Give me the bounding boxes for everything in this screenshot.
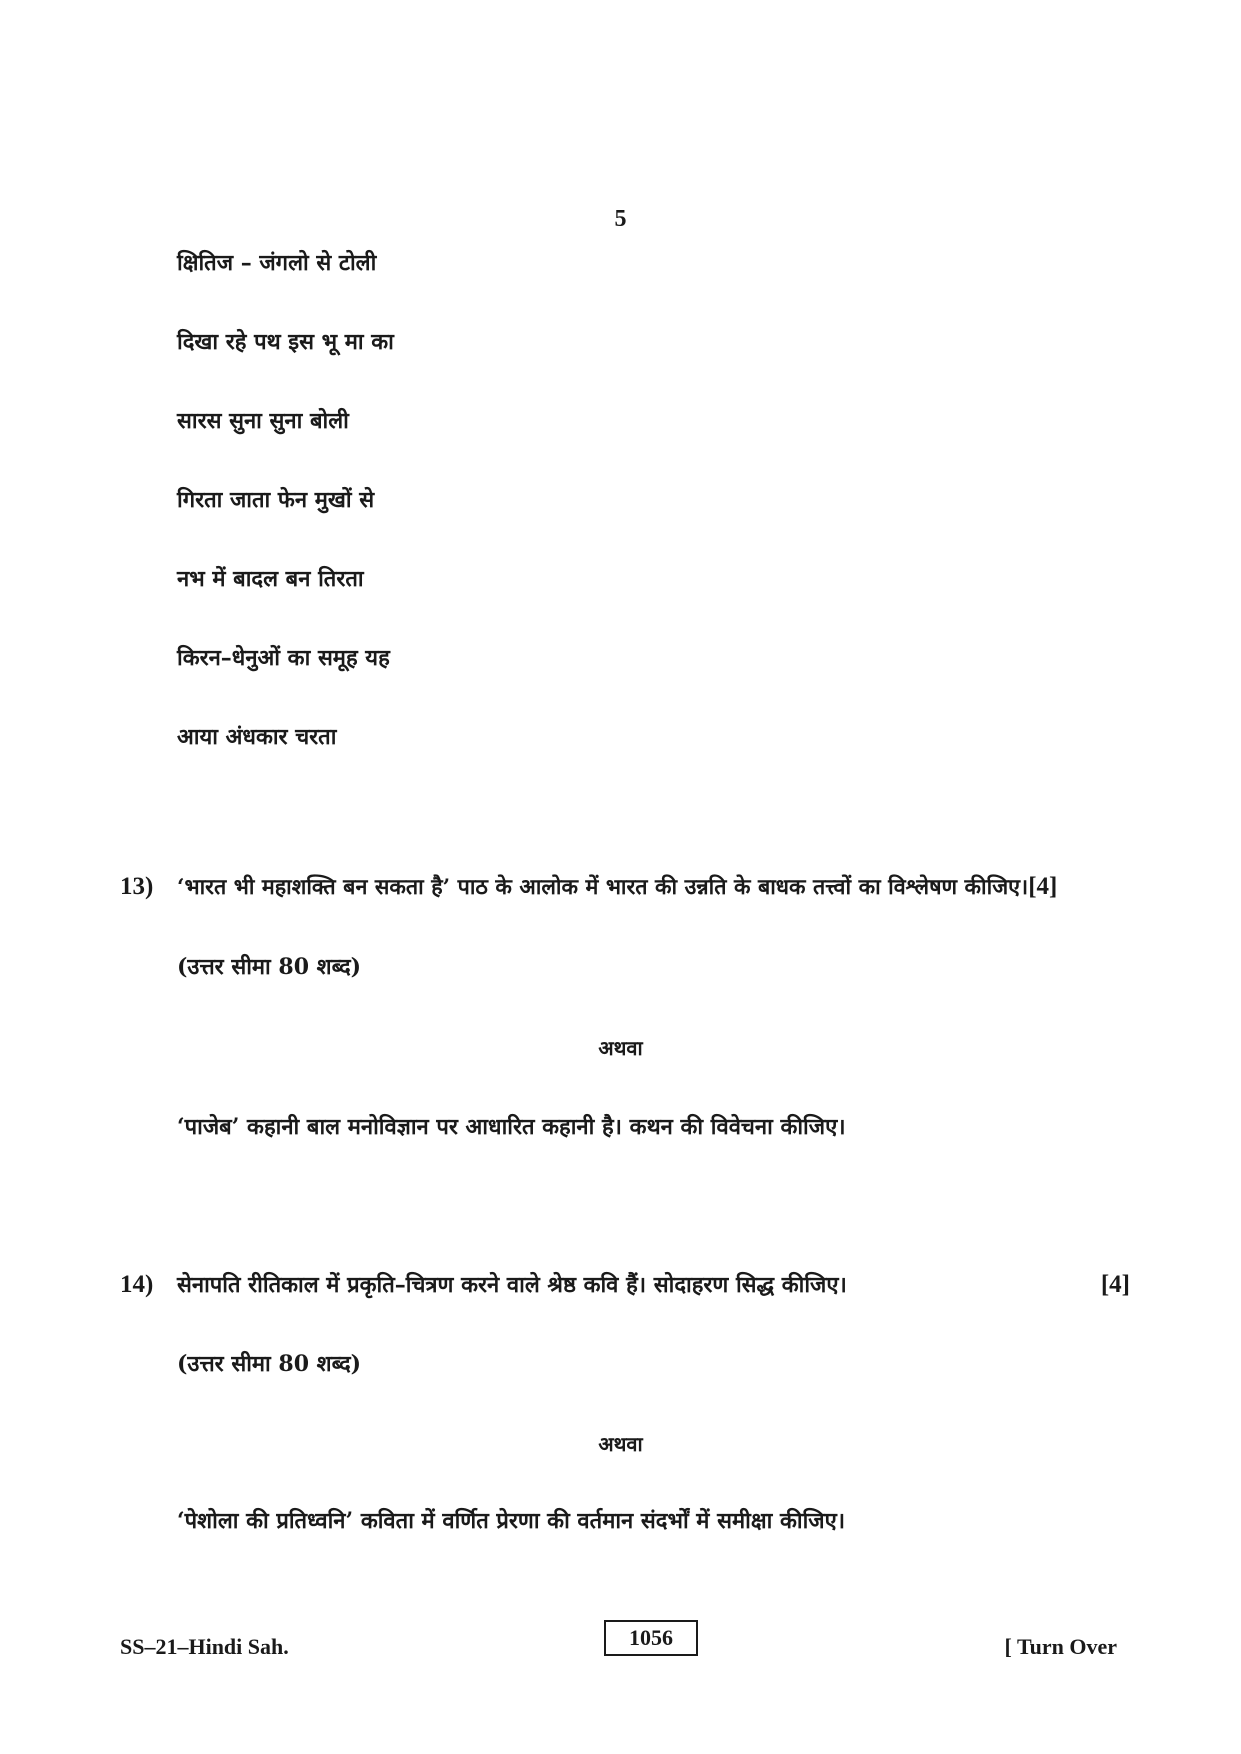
poem-line: किरन–धेनुओं का समूह यह xyxy=(177,645,390,671)
poem-line: आया अंधकार चरता xyxy=(177,724,337,750)
page-number: 5 xyxy=(614,206,627,232)
question-marks: [4] xyxy=(1100,1271,1130,1298)
booklet-code-box: 1056 xyxy=(604,1620,698,1656)
word-limit: (उत्तर सीमा 80 शब्द) xyxy=(177,1351,362,1377)
poem-line: दिखा रहे पथ इस भू मा का xyxy=(177,329,394,355)
alternative-question: ‘पाजेब’ कहानी बाल मनोविज्ञान पर आधारित कहानी है। कथन की विवेचना कीजिए। xyxy=(177,1114,846,1140)
question-marks: [4] xyxy=(1028,873,1058,900)
question-number: 14) xyxy=(120,1271,154,1298)
or-label: अथवा xyxy=(598,1432,643,1456)
alternative-question: ‘पेशोला की प्रतिध्वनि’ कविता में वर्णित प्रेरणा की वर्तमान संदर्भों में समीक्षा कीजिए। xyxy=(177,1508,846,1534)
question-text: सेनापति रीतिकाल में प्रकृति–चित्रण करने वाले श्रेष्ठ कवि हैं। सोदाहरण सिद्ध कीजिए। xyxy=(177,1272,847,1298)
or-label: अथवा xyxy=(598,1036,643,1060)
question-14 xyxy=(120,1270,1130,1300)
poem-line: सारस सुना सुना बोली xyxy=(177,408,349,434)
word-limit: (उत्तर सीमा 80 शब्द) xyxy=(177,954,362,980)
poem-line: नभ में बादल बन तिरता xyxy=(177,566,364,592)
question-number: 13) xyxy=(120,873,154,900)
question-row xyxy=(120,872,1130,903)
poem-line: क्षितिज – जंगलो से टोली xyxy=(177,250,377,276)
turn-over-label: [ Turn Over xyxy=(1004,1634,1117,1659)
question-13 xyxy=(120,872,1130,903)
poem-stanza xyxy=(177,248,394,801)
question-row xyxy=(120,1270,1130,1300)
question-text: ‘भारत भी महाशक्ति बन सकता है’ पाठ के आलोक में भारत की उन्नति के बाधक तत्त्वों का विश्लेषण कीजिए। xyxy=(177,875,1029,900)
paper-code: SS–21–Hindi Sah. xyxy=(120,1634,289,1659)
poem-line: गिरता जाता फेन मुखों से xyxy=(177,487,375,513)
